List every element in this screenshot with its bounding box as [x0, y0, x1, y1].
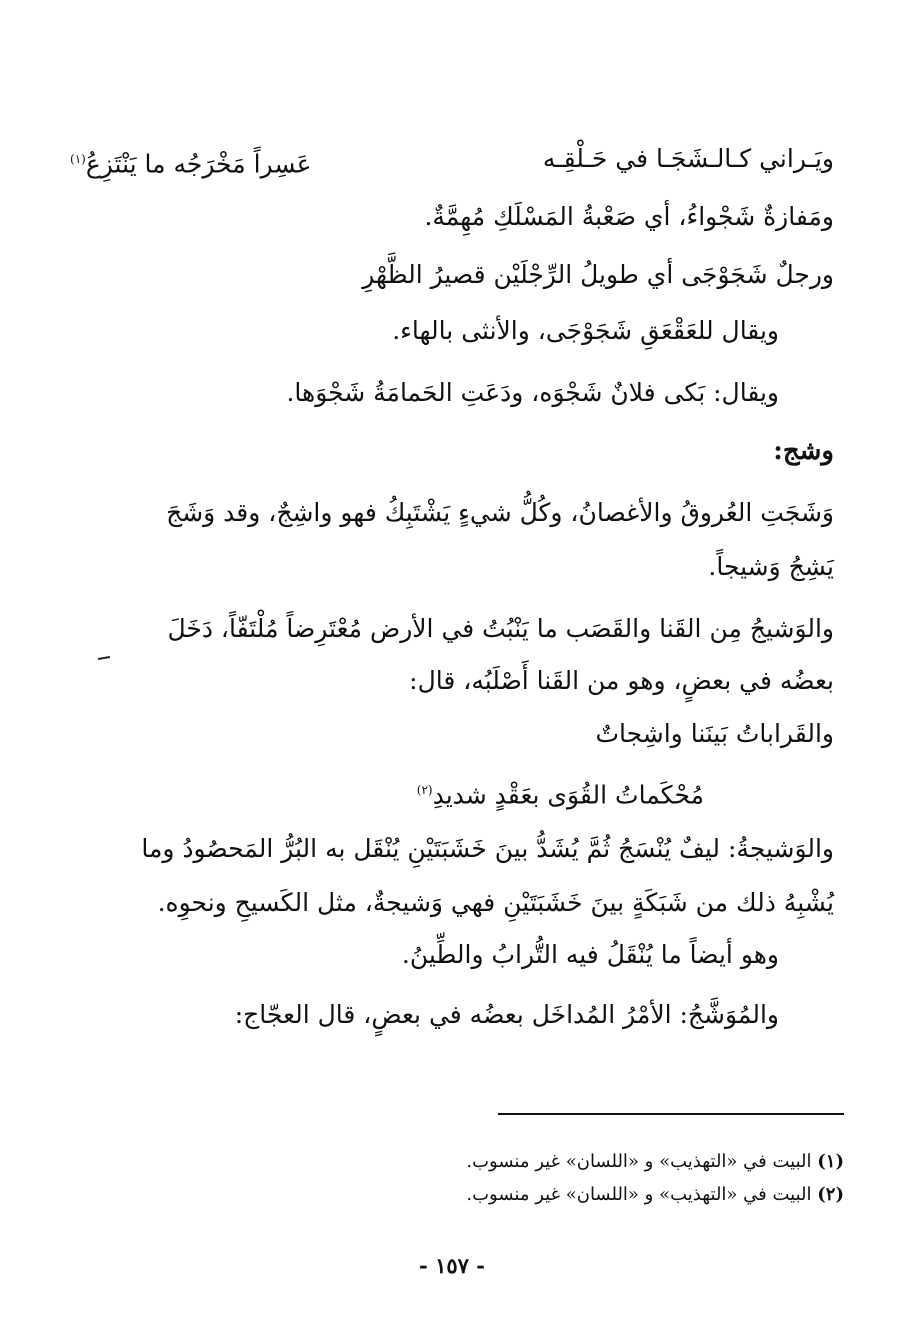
- text-line-11: والوَشيجةُ: ليفٌ يُنْسَجُ ثُمَّ يُشَدُّ بينَ خَشَبَتَيْنِ يُنْقَل به البُرُّ المَحصُودُ وما: [141, 834, 834, 863]
- text-line-6: يَشِجُ وَشيجاً.: [708, 552, 834, 581]
- footnote-ref-1: (١): [70, 152, 86, 166]
- footnote-2: [466, 1183, 844, 1207]
- text-line-7: والوَشيجُ مِن القَنا والقَصَب ما يَنْبُتُ في الأرض مُعْتَرِضاً مُلْتَفّاً، دَخَلَ: [167, 614, 834, 643]
- footnote-number: (٢): [817, 1184, 844, 1205]
- verse-line: [70, 142, 834, 181]
- footnote-number: (١): [817, 1151, 844, 1172]
- text-line-3: ويقال للعَقْعَقِ شَجَوْجَى، والأنثى بالهاء.: [392, 316, 779, 345]
- page-number: - ١٥٧ -: [419, 1253, 485, 1278]
- footnote-divider: [498, 1113, 844, 1115]
- entry-heading: وشج:: [773, 436, 834, 466]
- footnote-1: [466, 1150, 844, 1174]
- footnote-ref-2: (٢): [416, 783, 433, 797]
- verse-line-second: مُحْكَماتُ القُوَى بعَقْدٍ شديدِ$^{(٢)}$: [416, 780, 704, 810]
- verse-second-hemistich: عَسِراً مَخْرَجُه ما يَنْتَزِعُ$^{(١)}$: [70, 149, 312, 179]
- text-line-5: وَشَجَتِ العُروقُ والأغصانُ، وكُلُّ شيءٍ يَشْتَبِكُ فهو واشِجٌ، وقد وَشَجَ: [166, 498, 834, 527]
- verse-line-first: والقَراباتُ بَينَنا واشِجاتٌ: [595, 719, 834, 748]
- text-line-1: ومَفازةٌ شَجْواءُ، أي صَعْبةُ المَسْلَكِ مُهِمَّةٌ.: [424, 202, 834, 231]
- footnote-text: البيت في «التهذيب» و «اللسان» غير منسوب.: [466, 1184, 812, 1205]
- text-line-8: بعضُه في بعضٍ، وهو من القَنا أَصْلَبُه، قال:: [409, 666, 834, 695]
- text-line-13: وهو أيضاً ما يُنْقَلُ فيه التُّرابُ والطِّينُ.: [401, 940, 779, 969]
- scan-mark: [98, 656, 110, 660]
- verse-first-hemistich: ويَـراني كـالـشَجَـا في حَـلْقِـه: [542, 144, 834, 173]
- text-line-2: ورجلٌ شَجَوْجَى أي طويلُ الرِّجْلَيْن قصيرُ الظَّهْرِ: [362, 260, 834, 289]
- footnote-text: البيت في «التهذيب» و «اللسان» غير منسوب.: [466, 1151, 812, 1172]
- text-line-12: يُشْبِهُ ذلك من شَبَكَةٍ بينَ خَشَبَتَيْنِ فهي وَشيجةٌ، مثل الكَسيحِ ونحوِه.: [157, 888, 834, 917]
- text-line-14: والمُوَشَّجُ: الأمْرُ المُداخَل بعضُه في بعضٍ، قال العجّاج:: [234, 1000, 779, 1029]
- text-line-4: ويقال: بَكى فلانٌ شَجْوَه، ودَعَتِ الحَمامَةُ شَجْوَها.: [286, 378, 779, 407]
